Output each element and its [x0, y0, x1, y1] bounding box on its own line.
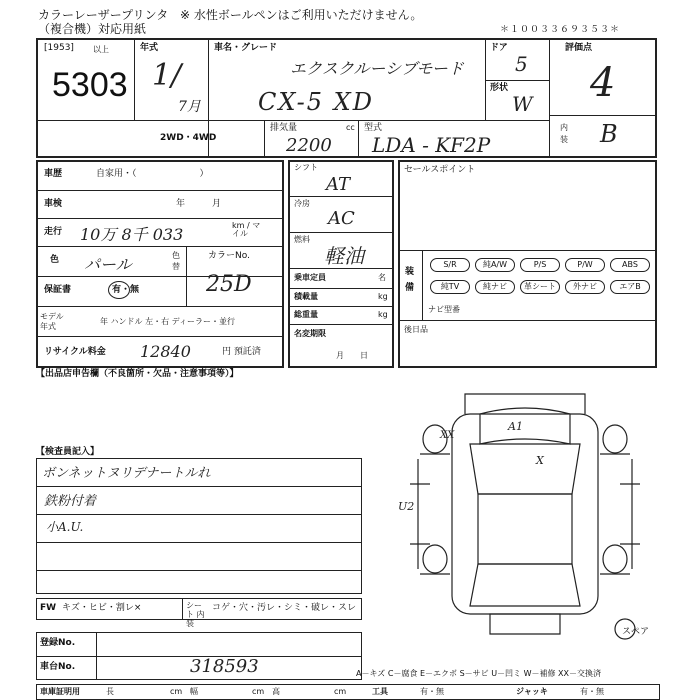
- equipment-option: ABS: [610, 258, 650, 272]
- door-label: ドア: [490, 43, 508, 53]
- code-label: [1953]: [44, 43, 74, 53]
- shape-value: W: [512, 92, 533, 116]
- month-value: 7月: [178, 99, 201, 115]
- equipment-option: P/S: [520, 258, 560, 272]
- warranty-value: 有・無: [112, 285, 140, 295]
- fuel-label: 燃料: [294, 235, 310, 244]
- year-value: 1/: [152, 58, 182, 93]
- mileage-value: 10万 8千 033: [80, 225, 184, 244]
- shape-label: 形状: [490, 83, 509, 93]
- fuel-value: 軽油: [324, 244, 364, 268]
- year-label: 年式: [140, 43, 159, 53]
- load-label: 積載量: [294, 292, 318, 301]
- report-title: 【出品店申告欄（不良箇所・欠品・注意事項等）】: [36, 369, 239, 379]
- note-line-3: 小A.U.: [46, 520, 84, 534]
- color-change-label: 色替: [172, 251, 180, 271]
- damage-mark-u2: U2: [398, 500, 415, 513]
- jack-value: 有・無: [580, 687, 604, 696]
- color-label: 色: [50, 255, 60, 265]
- equipment-option: P/W: [565, 258, 605, 272]
- rear-items-label: 後日品: [404, 325, 428, 334]
- model-value: CX-5 XD: [258, 88, 374, 116]
- note-line-2: 鉄粉付着: [44, 494, 97, 509]
- chassis-no-value: 318593: [190, 656, 259, 677]
- gross-label: 総重量: [294, 310, 318, 319]
- capacity-unit: 名: [378, 273, 386, 282]
- recycle-label: リサイクル料金: [44, 347, 106, 357]
- equipment-option: 外ナビ: [565, 280, 605, 294]
- pen-notice: ※ 水性ボールペンはご利用いただけません。: [180, 8, 423, 22]
- warranty-circle: [108, 281, 130, 299]
- cert-label: 車庫証明用: [40, 687, 80, 696]
- color-no-label: カラーNo.: [208, 251, 250, 261]
- damage-legend: A－キズ C－腐食 E－エクボ S－サビ U－凹ミ W－補修 XX－交換済: [356, 669, 602, 678]
- interior-label: 内装: [560, 123, 568, 144]
- cert-width: 幅: [190, 687, 198, 696]
- navi-label: ナビ型番: [428, 305, 460, 314]
- inspection-value: 年 月: [176, 199, 222, 209]
- equipment-option: 純ナビ: [475, 280, 515, 294]
- displacement-label: 排気量: [270, 123, 298, 133]
- shift-label: シフト: [294, 163, 318, 172]
- shift-value: AT: [326, 174, 351, 195]
- model-year-value: 年 ハンドル 左・右 ディーラー・並行: [100, 317, 235, 326]
- tools-label: 工具: [372, 687, 388, 696]
- interior-value: B: [600, 120, 618, 148]
- score-value: 4: [590, 60, 616, 106]
- inspection-label: 車検: [44, 199, 63, 209]
- color-no-value: 25D: [206, 272, 252, 297]
- equipment-option: エアB: [610, 280, 650, 294]
- printer-line-1: カラーレーザープリンタ: [38, 8, 169, 22]
- equipment-option: 純TV: [430, 280, 470, 294]
- ac-value: AC: [328, 208, 355, 229]
- car-name-label: 車名・グレード: [214, 43, 278, 53]
- inspector-title: 【検査員記入】: [36, 447, 100, 457]
- fw-items: キズ・ヒビ・割レ×: [62, 603, 142, 613]
- capacity-label: 乗車定員: [294, 273, 326, 282]
- history-label: 車歴: [44, 169, 63, 179]
- load-unit: kg: [378, 292, 388, 301]
- equipment-option: 純A/W: [475, 258, 515, 272]
- drive-label: 2WD・4WD: [160, 133, 217, 143]
- damage-mark-a1: A1: [508, 420, 523, 433]
- door-value: 5: [515, 52, 528, 76]
- reg-no-label: 登録No.: [40, 638, 76, 648]
- score-label: 評価点: [565, 43, 593, 53]
- sales-point-label: セールスポイント: [404, 165, 476, 175]
- cert-length-unit: cm: [170, 687, 183, 696]
- cert-height-unit: cm: [334, 687, 347, 696]
- mileage-label: 走行: [44, 227, 63, 237]
- type-label: 型式: [364, 123, 383, 133]
- cert-width-unit: cm: [252, 687, 265, 696]
- regdate-label: 名変期限: [294, 329, 326, 338]
- equipment-option: S/R: [430, 258, 470, 272]
- gross-unit: kg: [378, 310, 388, 319]
- mileage-unit: km / マイル: [232, 221, 261, 238]
- color-value: パール: [84, 255, 132, 274]
- jack-label: ジャッキ: [516, 687, 548, 696]
- barcode-number: ＊１００３３６９３５３＊: [500, 25, 621, 35]
- chassis-no-label: 車台No.: [40, 662, 76, 672]
- spare-label: スペア: [622, 627, 650, 637]
- equipment-label: 装備: [405, 267, 415, 293]
- recycle-value: 12840: [140, 342, 191, 361]
- equipment-option: 革シート: [520, 280, 560, 294]
- ac-label: 冷房: [294, 199, 310, 208]
- warranty-label: 保証書: [44, 285, 72, 295]
- car-damage-diagram: [390, 384, 660, 654]
- code-suffix: 以上: [93, 45, 109, 54]
- printer-line-2: （複合機）対応用紙: [38, 22, 147, 36]
- type-value: LDA - KF2P: [372, 133, 491, 157]
- displacement-value: 2200: [286, 135, 332, 156]
- certificate-row: [36, 684, 660, 700]
- damage-mark-xx: XX: [440, 430, 455, 441]
- cert-height: 高: [272, 687, 280, 696]
- damage-mark-x: X: [536, 454, 544, 467]
- recycle-unit: 円 預託済: [222, 347, 261, 357]
- cert-length: 長: [106, 687, 114, 696]
- seat-label: シート 内装: [186, 601, 205, 628]
- model-year-label: モデル年式: [40, 312, 64, 331]
- lot-number: 5303: [52, 66, 128, 104]
- tools-value: 有・無: [420, 687, 444, 696]
- fw-label: FW: [40, 603, 57, 613]
- note-line-1: ボンネットヌリデナートルれ: [42, 466, 211, 481]
- grade-value: エクスクルーシブモード: [290, 59, 464, 78]
- regdate-unit: 月 日: [336, 351, 368, 360]
- history-value: 自家用・（ ）: [96, 169, 209, 179]
- seat-items: コゲ・穴・汚レ・シミ・破レ・スレ: [212, 603, 357, 613]
- displacement-unit: cc: [346, 123, 355, 132]
